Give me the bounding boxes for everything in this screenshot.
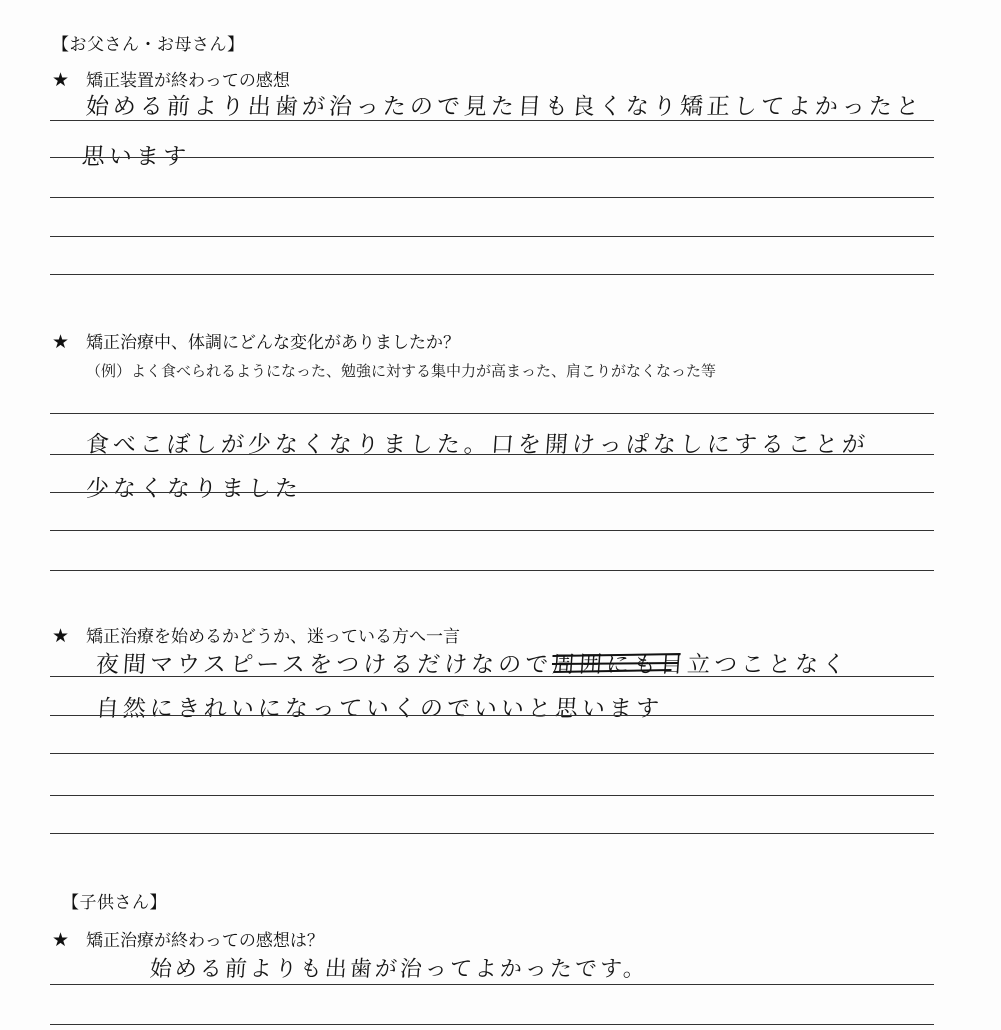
answer-3-line-1-part-1: 夜間マウスピースをつけるだけなので xyxy=(94,652,553,678)
struck-out-word: 周囲にも xyxy=(551,652,661,678)
question-1-title: 矯正装置が終わっての感想 xyxy=(86,71,290,91)
parents-section-header: 【お父さん・お母さん】 xyxy=(52,35,245,55)
question-4 xyxy=(52,926,324,951)
answer-line xyxy=(50,197,934,198)
star-icon: ★ xyxy=(52,331,70,353)
answer-line xyxy=(50,530,934,531)
question-2-example: （例）よく食べられるようになった、勉強に対する集中力が高まった、肩こりがなくなった等 xyxy=(86,362,717,380)
answer-3-line-2: 自然にきれいになっていくのでいいと思います xyxy=(94,696,664,722)
answer-2-line-1: 食べこぼしが少なくなりました。口を開けっぱなしにすることが xyxy=(84,432,870,458)
answer-3-line-1-part-2: 目立つことなく xyxy=(659,652,850,678)
strikethrough-scribble xyxy=(551,648,683,678)
answer-line xyxy=(50,833,934,834)
answer-1-line-2: 思います xyxy=(80,144,191,170)
question-3 xyxy=(52,622,460,647)
children-section-header: 【子供さん】 xyxy=(62,893,167,913)
answer-3-line-1 xyxy=(95,646,851,679)
answer-1-line-1: 始める前より出歯が治ったので見た目も良くなり矯正してよかったと xyxy=(84,94,924,120)
answer-line xyxy=(50,413,934,414)
question-2-title: 矯正治療中、体調にどんな変化がありましたか？ xyxy=(86,333,460,353)
star-icon: ★ xyxy=(52,625,70,647)
struck-out-text xyxy=(551,646,661,679)
answer-line xyxy=(50,120,934,121)
question-4-title: 矯正治療が終わっての感想は？ xyxy=(86,931,324,951)
star-icon: ★ xyxy=(52,69,70,91)
question-2 xyxy=(52,328,460,353)
answer-line xyxy=(50,157,934,158)
answer-line xyxy=(50,753,934,754)
answer-line xyxy=(50,984,934,985)
question-3-title: 矯正治療を始めるかどうか、迷っている方へ一言 xyxy=(86,627,460,647)
answer-4-line-1: 始める前よりも出歯が治ってよかったです。 xyxy=(148,957,649,982)
answer-line xyxy=(50,676,934,677)
answer-line xyxy=(50,274,934,275)
answer-2-line-2: 少なくなりました xyxy=(84,476,303,502)
answer-line xyxy=(50,492,934,493)
star-icon: ★ xyxy=(52,929,70,951)
answer-line xyxy=(50,236,934,237)
answer-line xyxy=(50,570,934,571)
answer-line xyxy=(50,1024,934,1025)
answer-line xyxy=(50,454,934,455)
answer-line xyxy=(50,715,934,716)
answer-line xyxy=(50,795,934,796)
